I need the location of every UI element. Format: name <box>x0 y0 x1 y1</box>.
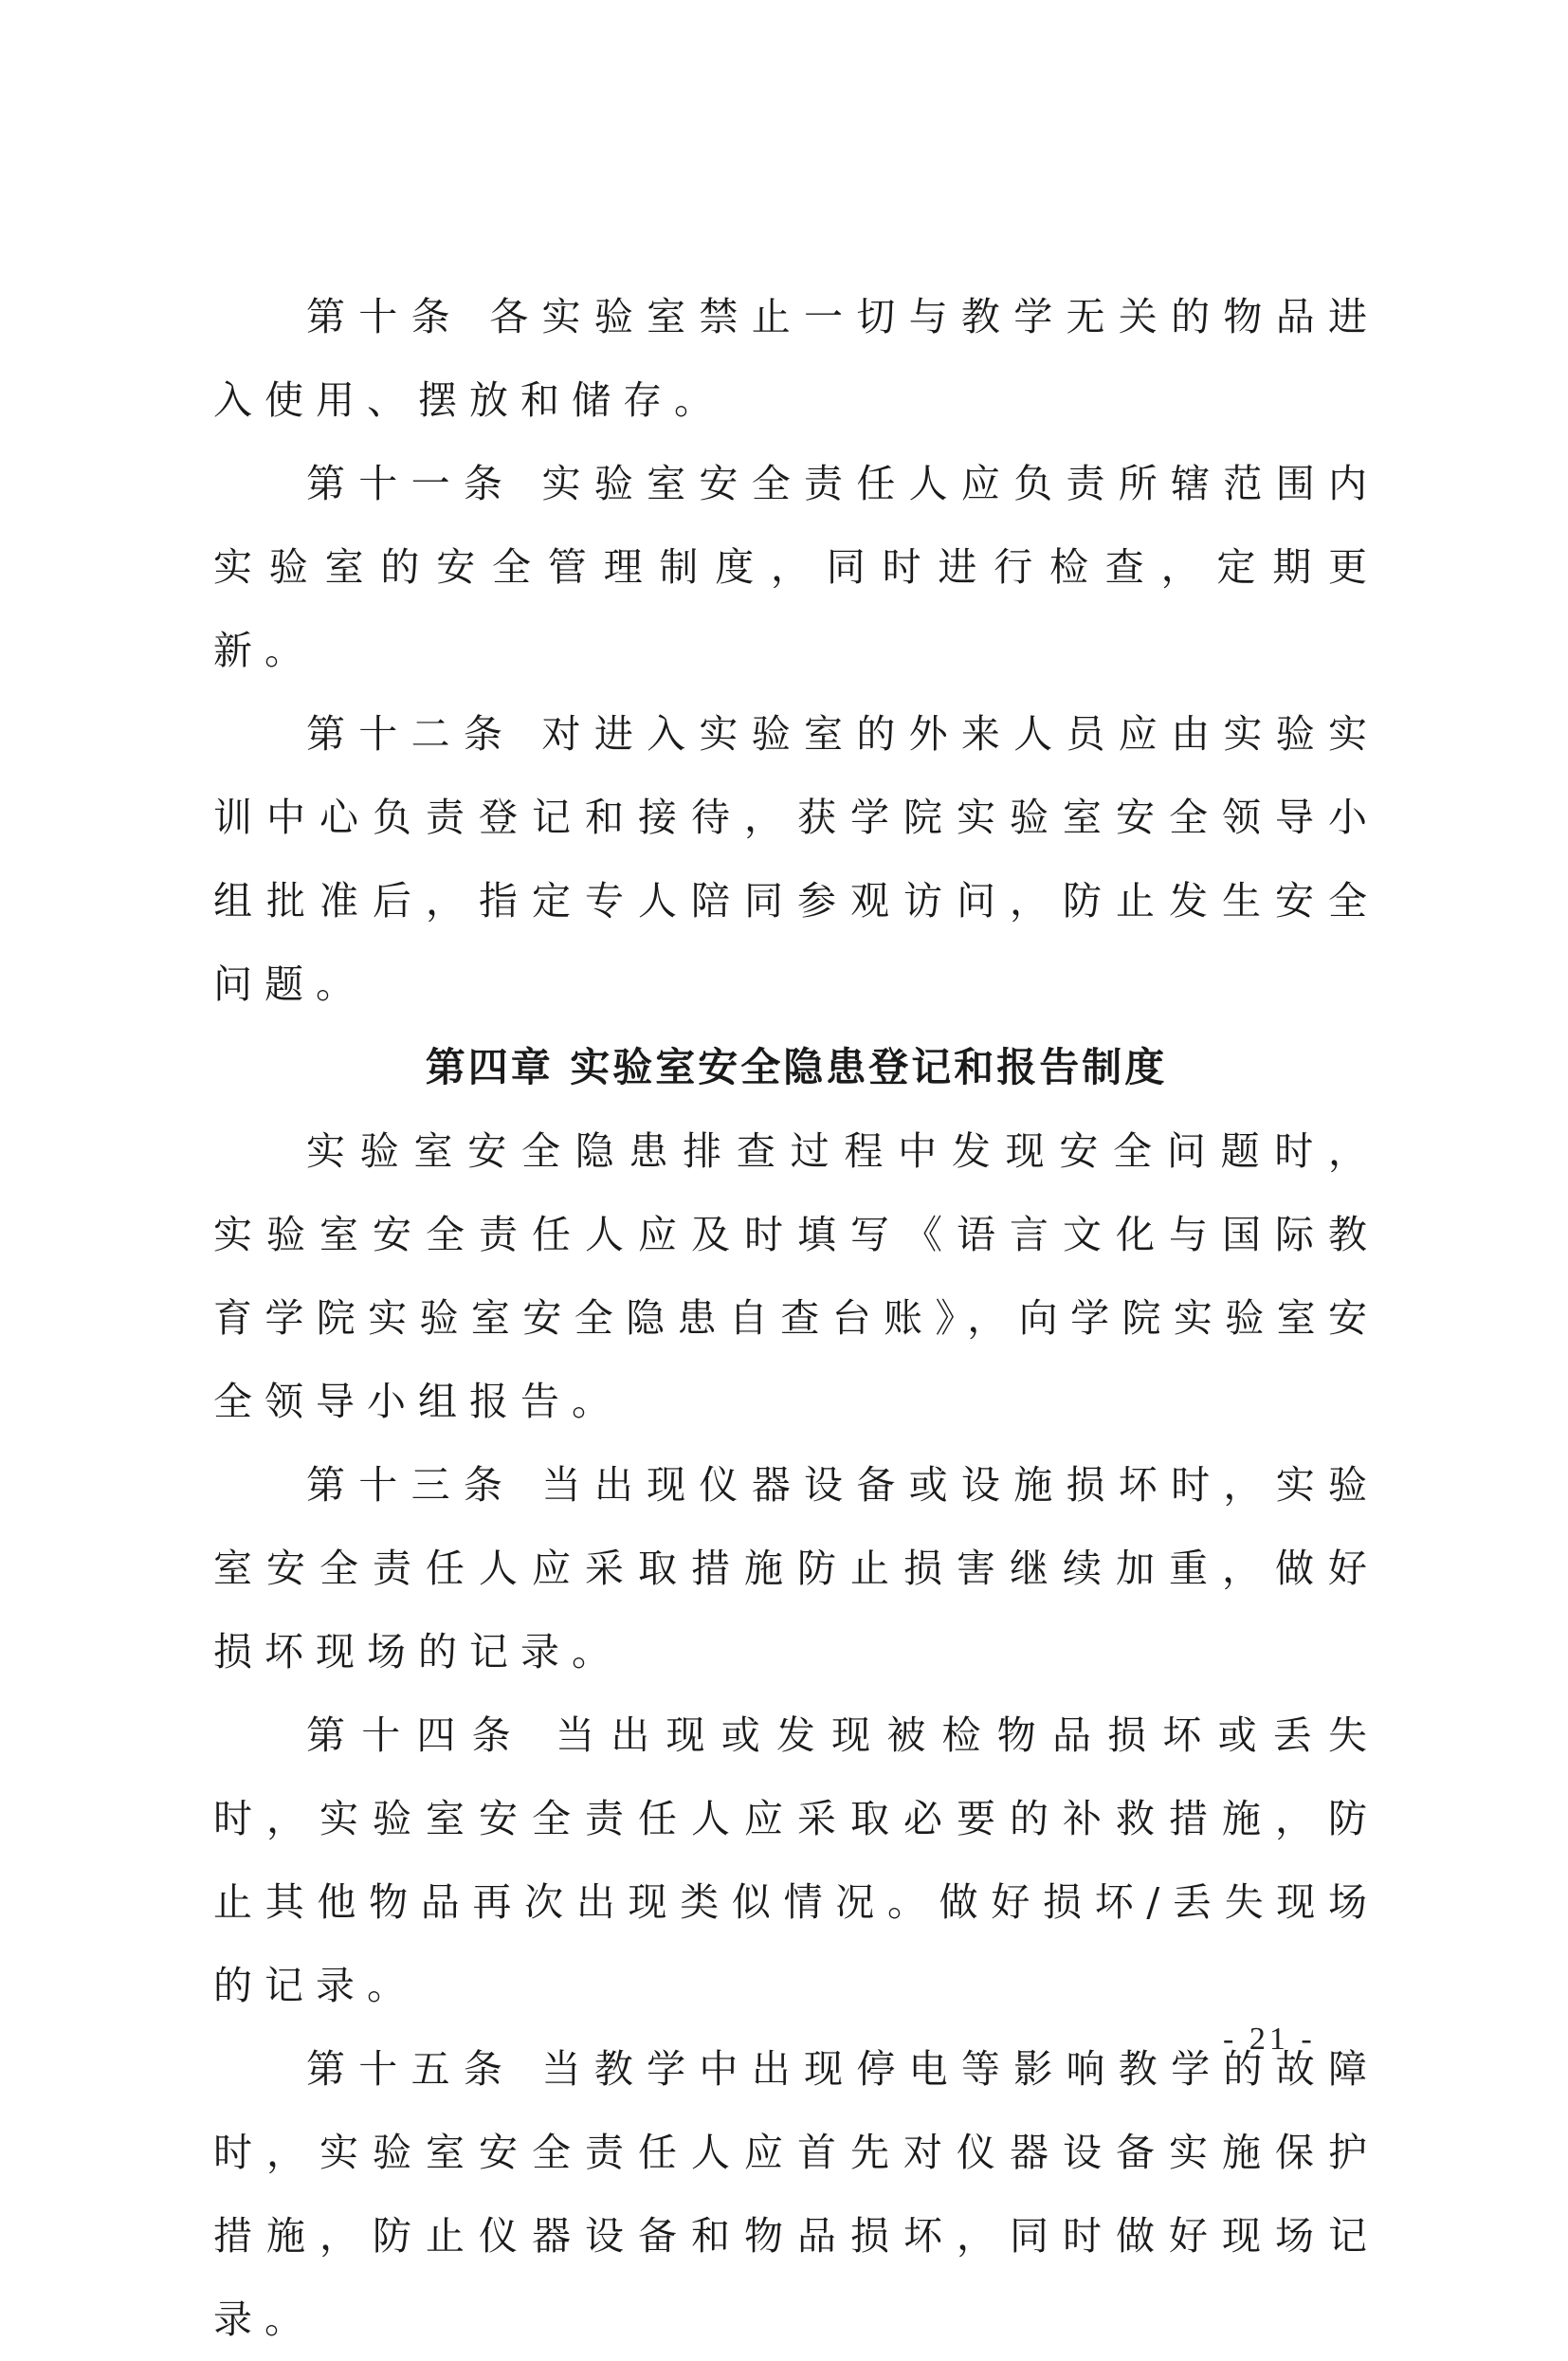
article-15: 第十五条 当教学中出现停电等影响教学的故障时，实验室安全责任人应首先对仪器设备实施保护措施，防止仪器设备和物品损坏，同时做好现场记录。 <box>213 2046 1379 2342</box>
article-14: 第十四条 当出现或发现被检物品损坏或丢失时，实验室安全责任人应采取必要的补救措施，防止其他物品再次出现类似情况。做好损坏/丢失现场的记录。 <box>213 1712 1379 2008</box>
chapter-heading: 第四章 实验室安全隐患登记和报告制度 <box>425 1044 1168 1090</box>
article-13: 第十三条 当出现仪器设备或设施损坏时，实验室安全责任人应采取措施防止损害继续加重，做好损坏现场的记录。 <box>213 1462 1379 1675</box>
article-11: 第十一条 实验室安全责任人应负责所辖范围内实验室的安全管理制度，同时进行检查，定期更新。 <box>213 461 1379 673</box>
article-10: 第十条 各实验室禁止一切与教学无关的物品进入使用、摆放和储存。 <box>213 294 1379 423</box>
body-text <box>213 275 1379 2361</box>
chapter-intro: 实验室安全隐患排查过程中发现安全问题时，实验室安全责任人应及时填写《语言文化与国际教育学院实验室安全隐患自查台账》，向学院实验室安全领导小组报告。 <box>213 1128 1379 1424</box>
page-number: - 21 - <box>1223 2022 1316 2057</box>
article-12: 第十二条 对进入实验室的外来人员应由实验实训中心负责登记和接待，获学院实验室安全领导小组批准后，指定专人陪同参观访问，防止发生安全问题。 <box>213 711 1379 1007</box>
